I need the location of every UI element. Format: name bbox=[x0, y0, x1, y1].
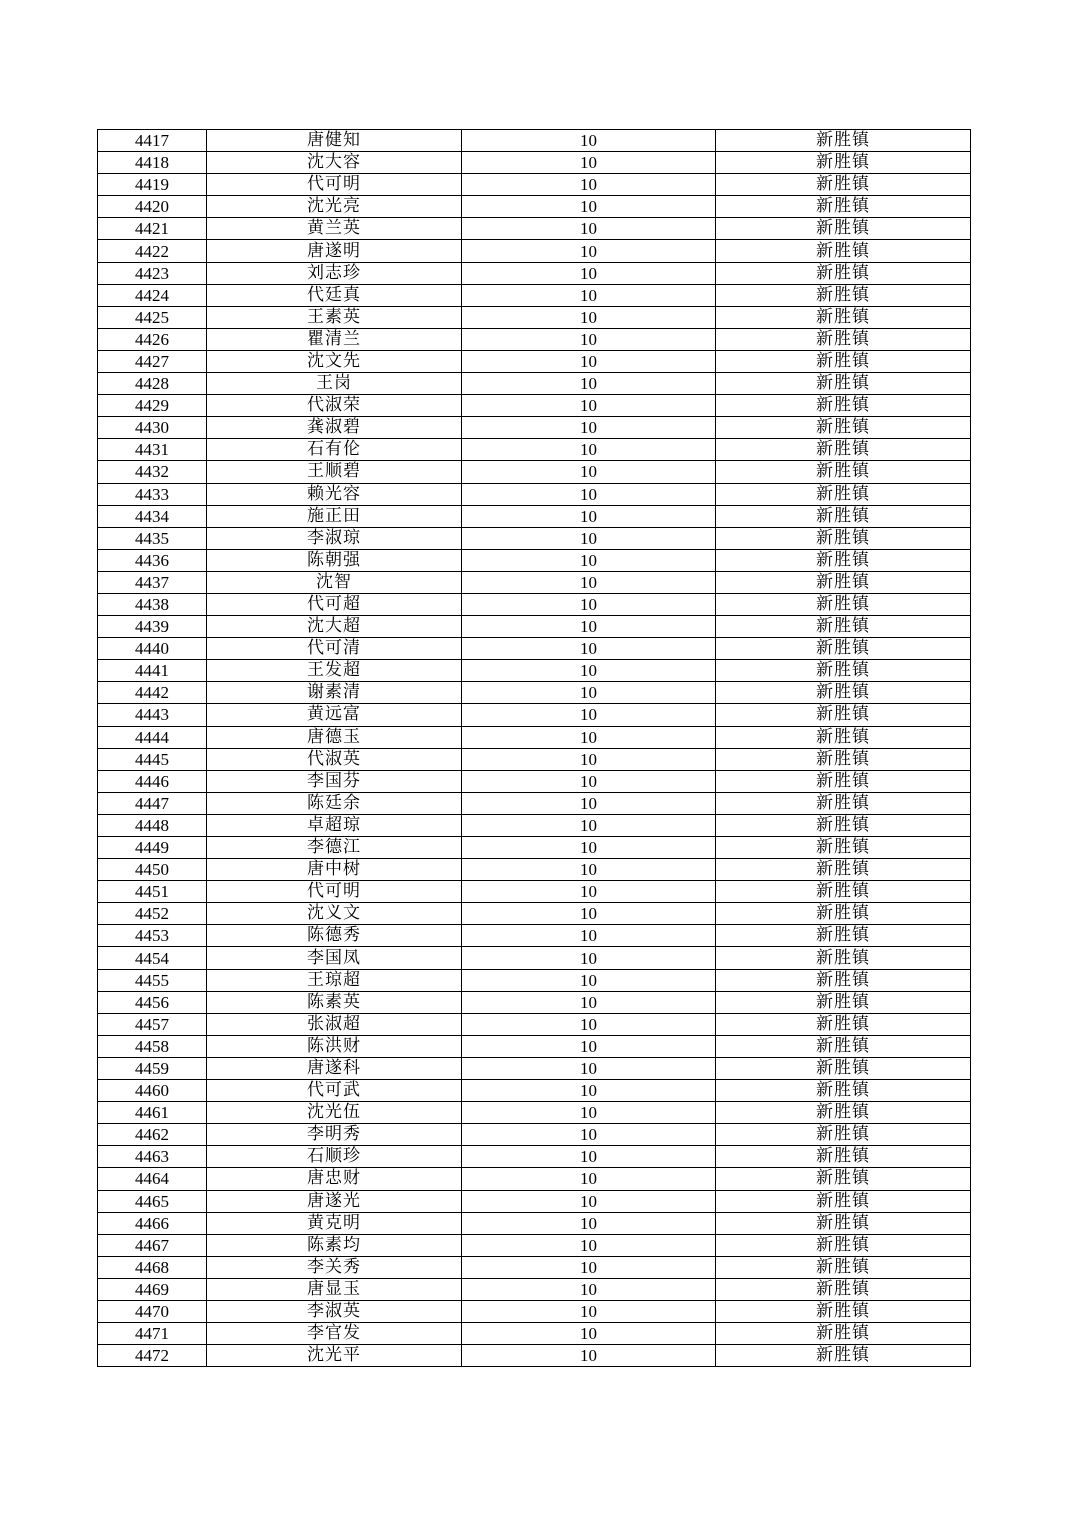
amount-cell: 10 bbox=[462, 792, 716, 814]
row-number-cell: 4426 bbox=[98, 328, 207, 350]
name-cell: 谢素清 bbox=[207, 682, 462, 704]
amount-cell: 10 bbox=[462, 682, 716, 704]
name-cell: 唐遂光 bbox=[207, 1190, 462, 1212]
name-cell: 王发超 bbox=[207, 660, 462, 682]
name-cell: 代可明 bbox=[207, 174, 462, 196]
table-row bbox=[98, 461, 971, 483]
name-cell: 王琼超 bbox=[207, 969, 462, 991]
amount-cell: 10 bbox=[462, 1013, 716, 1035]
name-cell: 黄远富 bbox=[207, 704, 462, 726]
town-cell: 新胜镇 bbox=[716, 1146, 971, 1168]
town-cell: 新胜镇 bbox=[716, 483, 971, 505]
name-cell: 沈光亮 bbox=[207, 196, 462, 218]
amount-cell: 10 bbox=[462, 925, 716, 947]
name-cell: 李德江 bbox=[207, 837, 462, 859]
table-row bbox=[98, 328, 971, 350]
amount-cell: 10 bbox=[462, 859, 716, 881]
amount-cell: 10 bbox=[462, 770, 716, 792]
name-cell: 李国凤 bbox=[207, 947, 462, 969]
amount-cell: 10 bbox=[462, 1256, 716, 1278]
row-number-cell: 4462 bbox=[98, 1124, 207, 1146]
table-row bbox=[98, 1323, 971, 1345]
amount-cell: 10 bbox=[462, 130, 716, 152]
amount-cell: 10 bbox=[462, 616, 716, 638]
name-cell: 陈德秀 bbox=[207, 925, 462, 947]
town-cell: 新胜镇 bbox=[716, 1278, 971, 1300]
row-number-cell: 4417 bbox=[98, 130, 207, 152]
town-cell: 新胜镇 bbox=[716, 792, 971, 814]
name-cell: 陈素英 bbox=[207, 991, 462, 1013]
row-number-cell: 4469 bbox=[98, 1278, 207, 1300]
town-cell: 新胜镇 bbox=[716, 770, 971, 792]
row-number-cell: 4467 bbox=[98, 1234, 207, 1256]
name-cell: 陈朝强 bbox=[207, 549, 462, 571]
amount-cell: 10 bbox=[462, 1234, 716, 1256]
row-number-cell: 4463 bbox=[98, 1146, 207, 1168]
name-cell: 唐遂明 bbox=[207, 240, 462, 262]
row-number-cell: 4421 bbox=[98, 218, 207, 240]
row-number-cell: 4460 bbox=[98, 1080, 207, 1102]
amount-cell: 10 bbox=[462, 814, 716, 836]
row-number-cell: 4422 bbox=[98, 240, 207, 262]
name-cell: 张淑超 bbox=[207, 1013, 462, 1035]
town-cell: 新胜镇 bbox=[716, 1168, 971, 1190]
row-number-cell: 4449 bbox=[98, 837, 207, 859]
row-number-cell: 4453 bbox=[98, 925, 207, 947]
town-cell: 新胜镇 bbox=[716, 1190, 971, 1212]
row-number-cell: 4464 bbox=[98, 1168, 207, 1190]
town-cell: 新胜镇 bbox=[716, 505, 971, 527]
row-number-cell: 4444 bbox=[98, 726, 207, 748]
amount-cell: 10 bbox=[462, 1345, 716, 1367]
name-cell: 代可超 bbox=[207, 593, 462, 615]
row-number-cell: 4450 bbox=[98, 859, 207, 881]
town-cell: 新胜镇 bbox=[716, 1124, 971, 1146]
town-cell: 新胜镇 bbox=[716, 571, 971, 593]
table-row bbox=[98, 991, 971, 1013]
town-cell: 新胜镇 bbox=[716, 682, 971, 704]
town-cell: 新胜镇 bbox=[716, 1212, 971, 1234]
name-cell: 黄克明 bbox=[207, 1212, 462, 1234]
town-cell: 新胜镇 bbox=[716, 1057, 971, 1079]
row-number-cell: 4430 bbox=[98, 417, 207, 439]
table-row bbox=[98, 748, 971, 770]
table-row bbox=[98, 1102, 971, 1124]
table-row bbox=[98, 1212, 971, 1234]
amount-cell: 10 bbox=[462, 881, 716, 903]
table-row bbox=[98, 439, 971, 461]
town-cell: 新胜镇 bbox=[716, 616, 971, 638]
town-cell: 新胜镇 bbox=[716, 593, 971, 615]
name-cell: 沈光伍 bbox=[207, 1102, 462, 1124]
name-cell: 王岗 bbox=[207, 373, 462, 395]
name-cell: 代淑英 bbox=[207, 748, 462, 770]
amount-cell: 10 bbox=[462, 174, 716, 196]
table-row bbox=[98, 262, 971, 284]
table-row bbox=[98, 505, 971, 527]
amount-cell: 10 bbox=[462, 1300, 716, 1322]
amount-cell: 10 bbox=[462, 1190, 716, 1212]
name-cell: 唐德玉 bbox=[207, 726, 462, 748]
table-row bbox=[98, 593, 971, 615]
amount-cell: 10 bbox=[462, 395, 716, 417]
amount-cell: 10 bbox=[462, 527, 716, 549]
town-cell: 新胜镇 bbox=[716, 748, 971, 770]
row-number-cell: 4432 bbox=[98, 461, 207, 483]
table-row bbox=[98, 1234, 971, 1256]
amount-cell: 10 bbox=[462, 748, 716, 770]
amount-cell: 10 bbox=[462, 1035, 716, 1057]
town-cell: 新胜镇 bbox=[716, 726, 971, 748]
town-cell: 新胜镇 bbox=[716, 174, 971, 196]
table-row bbox=[98, 903, 971, 925]
name-cell: 沈文先 bbox=[207, 350, 462, 372]
table-row bbox=[98, 770, 971, 792]
row-number-cell: 4429 bbox=[98, 395, 207, 417]
town-cell: 新胜镇 bbox=[716, 130, 971, 152]
town-cell: 新胜镇 bbox=[716, 837, 971, 859]
name-cell: 沈大超 bbox=[207, 616, 462, 638]
amount-cell: 10 bbox=[462, 903, 716, 925]
town-cell: 新胜镇 bbox=[716, 969, 971, 991]
table-row bbox=[98, 947, 971, 969]
table-row bbox=[98, 417, 971, 439]
amount-cell: 10 bbox=[462, 1323, 716, 1345]
town-cell: 新胜镇 bbox=[716, 660, 971, 682]
row-number-cell: 4446 bbox=[98, 770, 207, 792]
row-number-cell: 4472 bbox=[98, 1345, 207, 1367]
row-number-cell: 4454 bbox=[98, 947, 207, 969]
name-cell: 沈光平 bbox=[207, 1345, 462, 1367]
table-row bbox=[98, 1035, 971, 1057]
amount-cell: 10 bbox=[462, 1057, 716, 1079]
table-row bbox=[98, 218, 971, 240]
row-number-cell: 4451 bbox=[98, 881, 207, 903]
row-number-cell: 4459 bbox=[98, 1057, 207, 1079]
row-number-cell: 4420 bbox=[98, 196, 207, 218]
row-number-cell: 4457 bbox=[98, 1013, 207, 1035]
table-row bbox=[98, 969, 971, 991]
name-cell: 石顺珍 bbox=[207, 1146, 462, 1168]
name-cell: 赖光容 bbox=[207, 483, 462, 505]
amount-cell: 10 bbox=[462, 660, 716, 682]
town-cell: 新胜镇 bbox=[716, 262, 971, 284]
table-row bbox=[98, 726, 971, 748]
town-cell: 新胜镇 bbox=[716, 859, 971, 881]
town-cell: 新胜镇 bbox=[716, 350, 971, 372]
table-row bbox=[98, 1013, 971, 1035]
amount-cell: 10 bbox=[462, 328, 716, 350]
town-cell: 新胜镇 bbox=[716, 638, 971, 660]
town-cell: 新胜镇 bbox=[716, 1345, 971, 1367]
amount-cell: 10 bbox=[462, 218, 716, 240]
table-row bbox=[98, 1190, 971, 1212]
table-row bbox=[98, 240, 971, 262]
amount-cell: 10 bbox=[462, 417, 716, 439]
name-cell: 李淑琼 bbox=[207, 527, 462, 549]
town-cell: 新胜镇 bbox=[716, 549, 971, 571]
table-row bbox=[98, 284, 971, 306]
town-cell: 新胜镇 bbox=[716, 306, 971, 328]
amount-cell: 10 bbox=[462, 638, 716, 660]
table-row bbox=[98, 1080, 971, 1102]
row-number-cell: 4452 bbox=[98, 903, 207, 925]
table-row bbox=[98, 682, 971, 704]
name-cell: 龚淑碧 bbox=[207, 417, 462, 439]
amount-cell: 10 bbox=[462, 991, 716, 1013]
row-number-cell: 4428 bbox=[98, 373, 207, 395]
table-row bbox=[98, 350, 971, 372]
row-number-cell: 4471 bbox=[98, 1323, 207, 1345]
amount-cell: 10 bbox=[462, 1146, 716, 1168]
name-cell: 沈大容 bbox=[207, 152, 462, 174]
amount-cell: 10 bbox=[462, 1278, 716, 1300]
town-cell: 新胜镇 bbox=[716, 461, 971, 483]
town-cell: 新胜镇 bbox=[716, 284, 971, 306]
name-cell: 李明秀 bbox=[207, 1124, 462, 1146]
town-cell: 新胜镇 bbox=[716, 417, 971, 439]
amount-cell: 10 bbox=[462, 969, 716, 991]
roster-table bbox=[97, 129, 971, 1367]
name-cell: 代可明 bbox=[207, 881, 462, 903]
amount-cell: 10 bbox=[462, 196, 716, 218]
town-cell: 新胜镇 bbox=[716, 439, 971, 461]
town-cell: 新胜镇 bbox=[716, 196, 971, 218]
amount-cell: 10 bbox=[462, 1168, 716, 1190]
name-cell: 陈素均 bbox=[207, 1234, 462, 1256]
amount-cell: 10 bbox=[462, 947, 716, 969]
town-cell: 新胜镇 bbox=[716, 991, 971, 1013]
row-number-cell: 4437 bbox=[98, 571, 207, 593]
row-number-cell: 4443 bbox=[98, 704, 207, 726]
amount-cell: 10 bbox=[462, 461, 716, 483]
town-cell: 新胜镇 bbox=[716, 218, 971, 240]
town-cell: 新胜镇 bbox=[716, 1102, 971, 1124]
table-row bbox=[98, 306, 971, 328]
table-row bbox=[98, 1146, 971, 1168]
table-row bbox=[98, 1300, 971, 1322]
row-number-cell: 4436 bbox=[98, 549, 207, 571]
town-cell: 新胜镇 bbox=[716, 814, 971, 836]
amount-cell: 10 bbox=[462, 726, 716, 748]
town-cell: 新胜镇 bbox=[716, 925, 971, 947]
table-row bbox=[98, 859, 971, 881]
name-cell: 瞿清兰 bbox=[207, 328, 462, 350]
amount-cell: 10 bbox=[462, 240, 716, 262]
name-cell: 石有伦 bbox=[207, 439, 462, 461]
amount-cell: 10 bbox=[462, 306, 716, 328]
name-cell: 沈义文 bbox=[207, 903, 462, 925]
row-number-cell: 4447 bbox=[98, 792, 207, 814]
row-number-cell: 4419 bbox=[98, 174, 207, 196]
name-cell: 唐遂科 bbox=[207, 1057, 462, 1079]
row-number-cell: 4445 bbox=[98, 748, 207, 770]
table-row bbox=[98, 638, 971, 660]
table-row bbox=[98, 1124, 971, 1146]
amount-cell: 10 bbox=[462, 483, 716, 505]
table-row bbox=[98, 395, 971, 417]
amount-cell: 10 bbox=[462, 262, 716, 284]
town-cell: 新胜镇 bbox=[716, 704, 971, 726]
roster-table-body bbox=[98, 130, 971, 1367]
row-number-cell: 4470 bbox=[98, 1300, 207, 1322]
row-number-cell: 4435 bbox=[98, 527, 207, 549]
row-number-cell: 4418 bbox=[98, 152, 207, 174]
table-row bbox=[98, 660, 971, 682]
amount-cell: 10 bbox=[462, 571, 716, 593]
town-cell: 新胜镇 bbox=[716, 395, 971, 417]
name-cell: 陈廷余 bbox=[207, 792, 462, 814]
name-cell: 李关秀 bbox=[207, 1256, 462, 1278]
name-cell: 卓超琼 bbox=[207, 814, 462, 836]
town-cell: 新胜镇 bbox=[716, 328, 971, 350]
town-cell: 新胜镇 bbox=[716, 903, 971, 925]
amount-cell: 10 bbox=[462, 373, 716, 395]
name-cell: 唐忠财 bbox=[207, 1168, 462, 1190]
row-number-cell: 4425 bbox=[98, 306, 207, 328]
amount-cell: 10 bbox=[462, 704, 716, 726]
name-cell: 代廷真 bbox=[207, 284, 462, 306]
name-cell: 代淑荣 bbox=[207, 395, 462, 417]
name-cell: 唐中树 bbox=[207, 859, 462, 881]
row-number-cell: 4466 bbox=[98, 1212, 207, 1234]
amount-cell: 10 bbox=[462, 593, 716, 615]
row-number-cell: 4427 bbox=[98, 350, 207, 372]
table-row bbox=[98, 174, 971, 196]
row-number-cell: 4433 bbox=[98, 483, 207, 505]
table-row bbox=[98, 616, 971, 638]
name-cell: 陈洪财 bbox=[207, 1035, 462, 1057]
name-cell: 施正田 bbox=[207, 505, 462, 527]
row-number-cell: 4434 bbox=[98, 505, 207, 527]
table-row bbox=[98, 571, 971, 593]
town-cell: 新胜镇 bbox=[716, 1256, 971, 1278]
table-row bbox=[98, 130, 971, 152]
name-cell: 李国芬 bbox=[207, 770, 462, 792]
row-number-cell: 4431 bbox=[98, 439, 207, 461]
amount-cell: 10 bbox=[462, 549, 716, 571]
row-number-cell: 4441 bbox=[98, 660, 207, 682]
town-cell: 新胜镇 bbox=[716, 1080, 971, 1102]
amount-cell: 10 bbox=[462, 1102, 716, 1124]
row-number-cell: 4423 bbox=[98, 262, 207, 284]
row-number-cell: 4439 bbox=[98, 616, 207, 638]
amount-cell: 10 bbox=[462, 1080, 716, 1102]
row-number-cell: 4455 bbox=[98, 969, 207, 991]
name-cell: 王顺碧 bbox=[207, 461, 462, 483]
amount-cell: 10 bbox=[462, 350, 716, 372]
table-row bbox=[98, 152, 971, 174]
table-row bbox=[98, 1278, 971, 1300]
row-number-cell: 4424 bbox=[98, 284, 207, 306]
table-row bbox=[98, 1057, 971, 1079]
table-row bbox=[98, 837, 971, 859]
name-cell: 李官发 bbox=[207, 1323, 462, 1345]
town-cell: 新胜镇 bbox=[716, 881, 971, 903]
row-number-cell: 4461 bbox=[98, 1102, 207, 1124]
town-cell: 新胜镇 bbox=[716, 1013, 971, 1035]
table-row bbox=[98, 1168, 971, 1190]
name-cell: 唐健知 bbox=[207, 130, 462, 152]
row-number-cell: 4468 bbox=[98, 1256, 207, 1278]
row-number-cell: 4456 bbox=[98, 991, 207, 1013]
town-cell: 新胜镇 bbox=[716, 527, 971, 549]
name-cell: 刘志珍 bbox=[207, 262, 462, 284]
town-cell: 新胜镇 bbox=[716, 373, 971, 395]
amount-cell: 10 bbox=[462, 1212, 716, 1234]
table-row bbox=[98, 373, 971, 395]
amount-cell: 10 bbox=[462, 837, 716, 859]
table-row bbox=[98, 704, 971, 726]
town-cell: 新胜镇 bbox=[716, 1035, 971, 1057]
table-row bbox=[98, 196, 971, 218]
name-cell: 代可清 bbox=[207, 638, 462, 660]
table-row bbox=[98, 549, 971, 571]
table-row bbox=[98, 814, 971, 836]
town-cell: 新胜镇 bbox=[716, 1323, 971, 1345]
amount-cell: 10 bbox=[462, 505, 716, 527]
table-row bbox=[98, 1345, 971, 1367]
row-number-cell: 4442 bbox=[98, 682, 207, 704]
name-cell: 唐显玉 bbox=[207, 1278, 462, 1300]
name-cell: 王素英 bbox=[207, 306, 462, 328]
amount-cell: 10 bbox=[462, 1124, 716, 1146]
table-row bbox=[98, 527, 971, 549]
name-cell: 沈智 bbox=[207, 571, 462, 593]
town-cell: 新胜镇 bbox=[716, 240, 971, 262]
town-cell: 新胜镇 bbox=[716, 1234, 971, 1256]
town-cell: 新胜镇 bbox=[716, 152, 971, 174]
amount-cell: 10 bbox=[462, 152, 716, 174]
table-row bbox=[98, 1256, 971, 1278]
town-cell: 新胜镇 bbox=[716, 1300, 971, 1322]
town-cell: 新胜镇 bbox=[716, 947, 971, 969]
name-cell: 代可武 bbox=[207, 1080, 462, 1102]
row-number-cell: 4438 bbox=[98, 593, 207, 615]
table-row bbox=[98, 925, 971, 947]
name-cell: 黄兰英 bbox=[207, 218, 462, 240]
table-row bbox=[98, 792, 971, 814]
amount-cell: 10 bbox=[462, 439, 716, 461]
table-row bbox=[98, 881, 971, 903]
row-number-cell: 4458 bbox=[98, 1035, 207, 1057]
row-number-cell: 4440 bbox=[98, 638, 207, 660]
row-number-cell: 4448 bbox=[98, 814, 207, 836]
row-number-cell: 4465 bbox=[98, 1190, 207, 1212]
amount-cell: 10 bbox=[462, 284, 716, 306]
table-row bbox=[98, 483, 971, 505]
name-cell: 李淑英 bbox=[207, 1300, 462, 1322]
